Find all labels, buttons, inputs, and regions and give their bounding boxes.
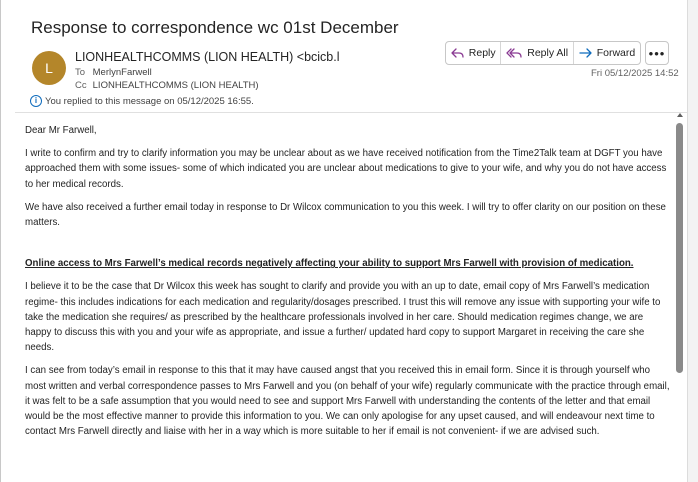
body-greeting: Dear Mr Farwell, (25, 125, 97, 136)
to-row (75, 67, 152, 78)
body-spacer (25, 238, 670, 256)
more-icon: ••• (648, 45, 666, 61)
message-actions (445, 41, 641, 65)
scrollbar-thumb[interactable] (676, 123, 683, 373)
scroll-up-arrow-icon[interactable] (677, 113, 683, 117)
cc-label: Cc (75, 80, 87, 91)
email-body (25, 123, 670, 447)
to-label: To (75, 67, 86, 78)
header-divider (15, 112, 698, 113)
body-paragraph: We have also received a further email today in response to Dr Wilcox communication to you this week. I will try to offer clarity on our position on these matters. (25, 201, 666, 229)
body-paragraph: I can see from today’s email in response to this that it may have caused angst that you received this in email form. Since it is through yourself who most written and verbal correspondence passes to Mrs Farwell and you (on behalf of your wife) regularly communicate with the practice through email, it was felt to be a safe assumption that you would need to see and support Mrs Farwell with understanding the contents of the letter and that email would be the most effective manner to provide this information to you. We can only apologise for any upset caused, and will endeavour next time to contact Mrs Farwell directly and liaise with her in a way which is more suitable to her if email is not convenient- if we are advised such. (25, 365, 670, 438)
replied-notice (30, 95, 254, 107)
reply-all-button[interactable] (501, 42, 573, 64)
reply-label: Reply (468, 47, 496, 59)
cc-recipient[interactable]: LIONHEALTHCOMMS (LION HEALTH) (92, 80, 259, 91)
cc-row (75, 80, 259, 91)
body-scrollbar[interactable] (674, 113, 686, 482)
sent-date: Fri 05/12/2025 14:52 (591, 68, 679, 79)
to-recipient[interactable]: MerlynFarwell (92, 67, 152, 78)
body-heading: Online access to Mrs Farwell’s medical records negatively affecting your ability to support Mrs Farwell with provision of medication. (25, 258, 634, 270)
info-icon: i (30, 95, 42, 107)
reply-button[interactable] (446, 42, 501, 64)
forward-icon (579, 48, 592, 59)
reply-all-label: Reply All (527, 47, 569, 59)
reply-icon (451, 48, 464, 59)
sender-name[interactable]: LIONHEALTHCOMMS (LION HEALTH) <bcicb.l (75, 50, 340, 64)
email-subject: Response to correspondence wc 01st December (31, 18, 399, 37)
more-actions-button[interactable] (645, 41, 669, 65)
sender-avatar[interactable]: L (32, 51, 66, 85)
forward-button[interactable] (574, 42, 640, 64)
forward-label: Forward (596, 47, 636, 59)
replied-notice-text: You replied to this message on 05/12/2025 16:55. (45, 95, 254, 107)
reply-all-icon (506, 48, 522, 59)
window-right-edge (687, 0, 698, 482)
body-paragraph: I write to confirm and try to clarify information you may be unclear about as we have received notification from the Time2Talk team at DGFT you have approached them with some issues- some of which indicated you are unclear about medications to give to your wife, and why you do not have access to her medical records. (25, 148, 667, 190)
body-paragraph: I believe it to be the case that Dr Wilcox this week has sought to clarify and provide you with an up to date, email copy of Mrs Farwell’s medication regime- this includes indications for each medication and regularity/dosages prescribed. I trust this will remove any issue with supporting your wife to take the medication she requires/ as prescribed by the healthcare professionals involved in her care. Should medication regimes change, we are happy to discuss this with you and your wife as appropriate, and issue a further/ updated hard copy to support Margaret in receiving the care she needs. (25, 281, 661, 354)
